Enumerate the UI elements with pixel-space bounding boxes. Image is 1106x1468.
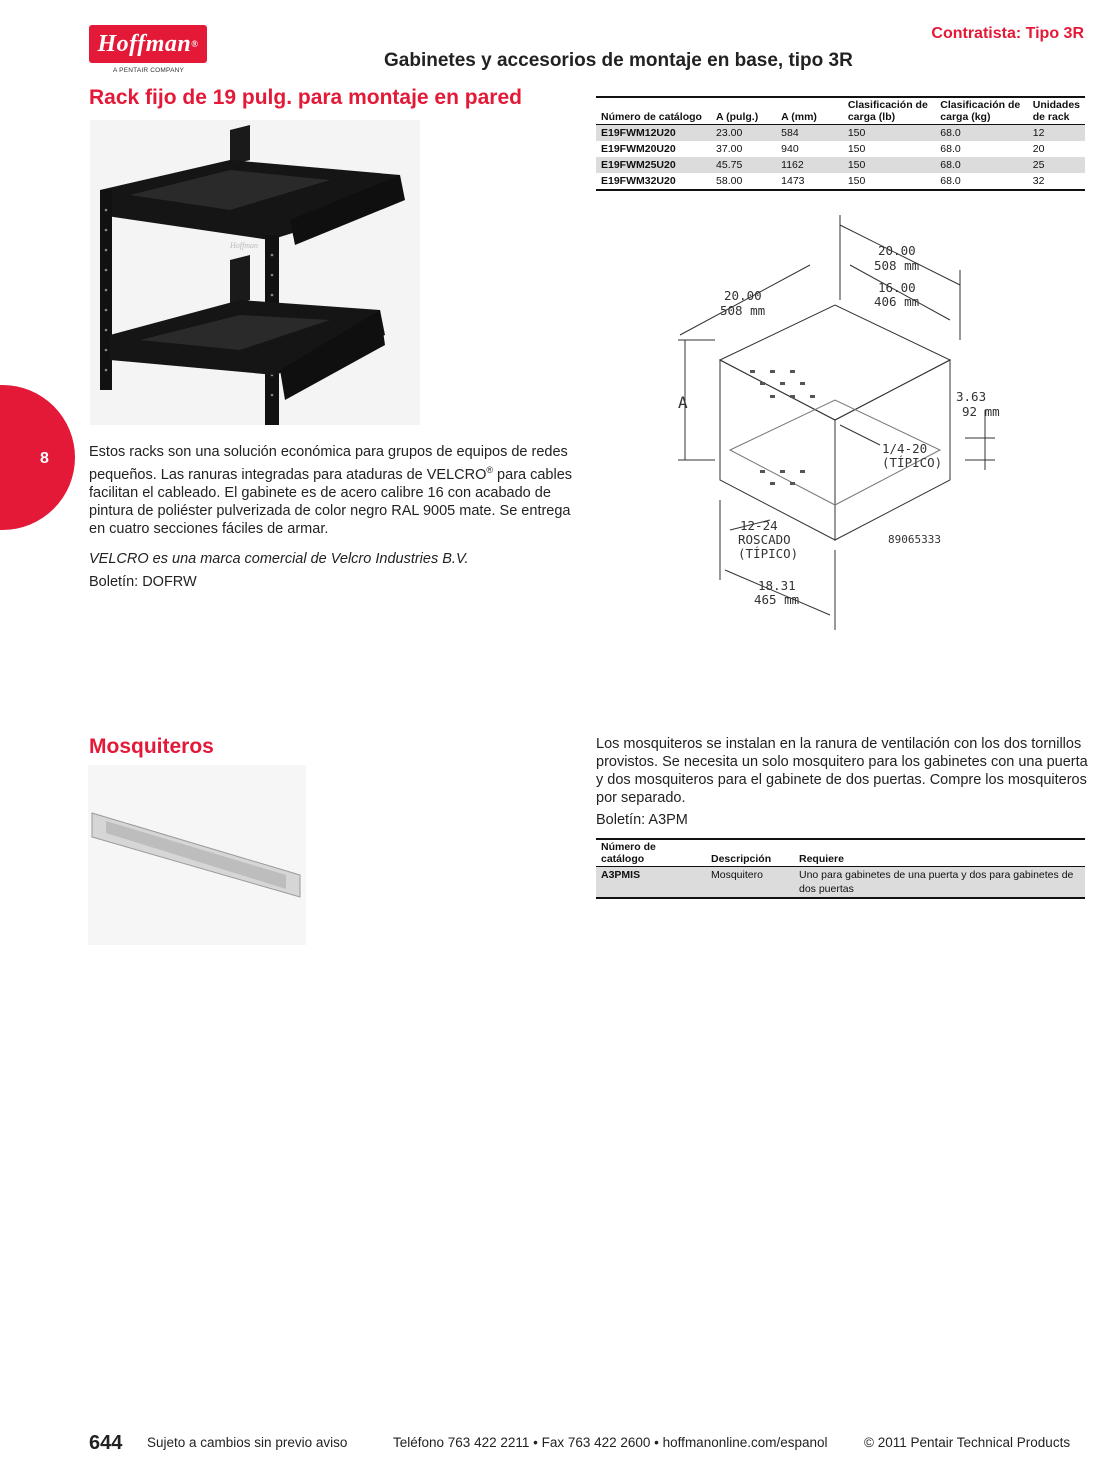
rack-description-part-1: Estos racks son una solución económica para grupos de equipos de redes pequeños. Las ranuras integradas para ataduras de VELCRO xyxy=(89,444,568,483)
col-header-catalog: Número de catálogo xyxy=(601,841,656,865)
svg-text:Hoffman: Hoffman xyxy=(230,241,258,250)
table-header-row xyxy=(596,97,1085,125)
logo-registered: ® xyxy=(191,39,199,49)
cell: 68.0 xyxy=(935,157,1027,173)
dim-left-mm: 508 mm xyxy=(720,303,766,318)
col-header-description: Descripción xyxy=(711,853,772,865)
cell: 45.75 xyxy=(711,157,776,173)
catalog-number: E19FWM20U20 xyxy=(601,143,676,155)
footer-contact: Teléfono 763 422 2211 • Fax 763 422 2600 • hoffmanonline.com/espanol xyxy=(393,1435,828,1450)
rack-description-part-2: para cables facilitan el cableado. El gabinete es de acero calibre 16 con acabado de pintura de poliéster pulverizada de color negro RAL 9005 mate. Se entrega en cuatro secciones fáciles de armar. xyxy=(89,466,573,537)
header-category: Contratista: Tipo 3R xyxy=(931,25,1084,42)
footer-notice: Sujeto a cambios sin previo aviso xyxy=(147,1435,348,1450)
trademark-note: VELCRO es una marca comercial de Velcro Industries B.V. xyxy=(89,551,469,567)
page-number: 644 xyxy=(89,1432,123,1454)
chapter-tab xyxy=(0,385,75,530)
dim-inner-in: 16.00 xyxy=(878,280,916,295)
screw-2-note: ROSCADO xyxy=(738,532,791,547)
cell: 1473 xyxy=(781,175,805,187)
col-header-load-kg: Clasificación de carga (kg) xyxy=(940,99,1021,123)
screen-product-image xyxy=(88,765,306,945)
cell: Mosquitero xyxy=(706,867,794,899)
hoffman-logo xyxy=(89,25,207,63)
logo-text: Hoffman xyxy=(97,30,192,57)
cell: 12 xyxy=(1028,125,1085,142)
col-header-rack-units: Unidades de rack xyxy=(1032,99,1080,123)
cell: 1162 xyxy=(776,157,843,173)
table-row xyxy=(596,157,1085,173)
dim-bottom-in: 18.31 xyxy=(758,578,796,593)
cell: 68.0 xyxy=(935,125,1027,142)
col-header-a-in: A (pulg.) xyxy=(716,111,759,123)
screw-2-label: 12-24 xyxy=(740,518,778,533)
cell: 20 xyxy=(1032,143,1045,155)
dim-inner-mm: 406 mm xyxy=(874,294,920,309)
cell: 150 xyxy=(843,157,935,173)
catalog-number: E19FWM32U20 xyxy=(601,175,676,187)
dim-a: A xyxy=(678,393,688,412)
logo-subtitle: A PENTAIR COMPANY xyxy=(113,67,185,74)
catalog-number: E19FWM25U20 xyxy=(596,157,711,173)
table-row xyxy=(596,867,1085,899)
cell: 150 xyxy=(847,175,866,187)
dim-top-in: 20.00 xyxy=(878,243,916,258)
rack-catalog-table xyxy=(596,96,1085,191)
dim-top-mm: 508 mm xyxy=(874,258,920,273)
col-header-a-mm: A (mm) xyxy=(781,111,817,123)
page-title: Gabinetes y accesorios de montaje en base, tipo 3R xyxy=(384,50,853,71)
table-row xyxy=(596,125,1085,142)
cell: Uno para gabinetes de una puerta y dos para gabinetes de dos puertas xyxy=(794,867,1085,899)
cell: 584 xyxy=(776,125,843,142)
cell: 37.00 xyxy=(716,143,743,155)
rack-description xyxy=(89,443,574,538)
dim-side-mm: 92 mm xyxy=(962,404,1000,419)
cell: 25 xyxy=(1028,157,1085,173)
cell: 68.0 xyxy=(940,143,961,155)
screens-catalog-table xyxy=(596,838,1085,899)
col-header-catalog: Número de catálogo xyxy=(601,111,702,123)
dim-left-in: 20.00 xyxy=(724,288,762,303)
screw-1-note: (TÍPICO) xyxy=(882,455,943,470)
drawing-number: 89065333 xyxy=(888,533,941,546)
cell: 150 xyxy=(843,125,935,142)
rack-dimension-drawing xyxy=(660,210,1020,640)
screens-bulletin-link[interactable]: Boletín: A3PM xyxy=(596,812,688,828)
rack-section-title: Rack fijo de 19 pulg. para montaje en pared xyxy=(89,86,522,109)
catalog-number: A3PMIS xyxy=(596,867,706,899)
registered-mark: ® xyxy=(486,465,494,475)
dim-bottom-mm: 465 mm xyxy=(754,592,800,607)
col-header-requires: Requiere xyxy=(799,853,844,865)
footer-copyright: © 2011 Pentair Technical Products xyxy=(864,1435,1071,1450)
cell: 940 xyxy=(781,143,799,155)
table-row xyxy=(596,141,1085,157)
table-row xyxy=(596,173,1085,190)
cell: 32 xyxy=(1032,175,1045,187)
dim-side-in: 3.63 xyxy=(956,389,987,404)
cell: 23.00 xyxy=(711,125,776,142)
cell: 150 xyxy=(847,143,866,155)
cell: 68.0 xyxy=(940,175,961,187)
rack-product-image xyxy=(90,120,420,425)
screw-2-note2: (TÍPICO) xyxy=(738,546,799,561)
screw-1-label: 1/4-20 xyxy=(882,441,928,456)
screens-description: Los mosquiteros se instalan en la ranura de ventilación con los dos tornillos provistos. Se necesita un solo mosquitero para los gabinetes con una puerta y dos mosquiteros para el gabinete de dos puertas. Compre los mosquiteros por separado. xyxy=(596,736,1088,806)
table-header-row xyxy=(596,839,1085,867)
col-header-load-lb: Clasificación de carga (lb) xyxy=(847,99,928,123)
screens-section-title: Mosquiteros xyxy=(89,735,214,758)
cell: 58.00 xyxy=(716,175,743,187)
rack-bulletin-link[interactable]: Boletín: DOFRW xyxy=(89,574,197,590)
chapter-number: 8 xyxy=(40,450,49,467)
catalog-number: E19FWM12U20 xyxy=(596,125,711,142)
